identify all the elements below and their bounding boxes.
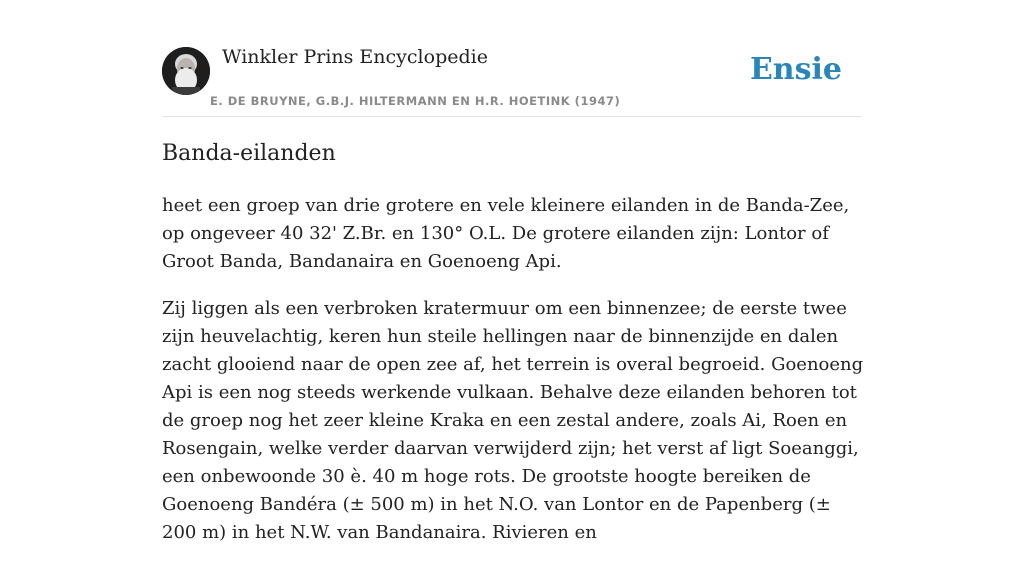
page [162,0,864,543]
site-title[interactable]: Winkler Prins Encyclopedie [222,46,488,68]
authors-byline: E. DE BRUYNE, G.B.J. HILTERMANN EN H.R. HOETINK (1947) [210,94,621,108]
article-title: Banda-eilanden [162,141,336,166]
article-body [162,192,864,566]
article-paragraph: Zij liggen als een verbroken kratermuur om een binnenzee; de eerste twee zijn heuvelachtig, keren hun steile hellingen naar de binnenzijde en dalen zacht glooiend naar de open zee af, het terrein is overal begroeid. Goenoeng Api is een nog steeds werkende vulkaan. Behalve deze eilanden behoren tot de groep nog het zeer kleine Kraka en een zestal andere, zoals Ai, Roen en Rosengain, welke verder daarvan verwijderd zijn; het verst af ligt Soeanggi, een onbewoonde 30 è. 40 m hoge rots. De grootste hoogte bereiken de Goenoeng Bandéra (± 500 m) in het N.O. van Lontor en de Papenberg (± 200 m) in het N.W. van Bandanaira. Rivieren en [162,298,864,543]
brand-logo[interactable]: Ensie [749,52,842,87]
article-paragraph: heet een groep van drie grotere en vele kleinere eilanden in de Banda-Zee, op ongeveer 40 32' Z.Br. en 130° O.L. De grotere eilanden zijn: Lontor of Groot Banda, Bandanaira en Goenoeng Api. [162,195,850,272]
author-avatar [162,47,210,95]
site-header [162,0,862,117]
